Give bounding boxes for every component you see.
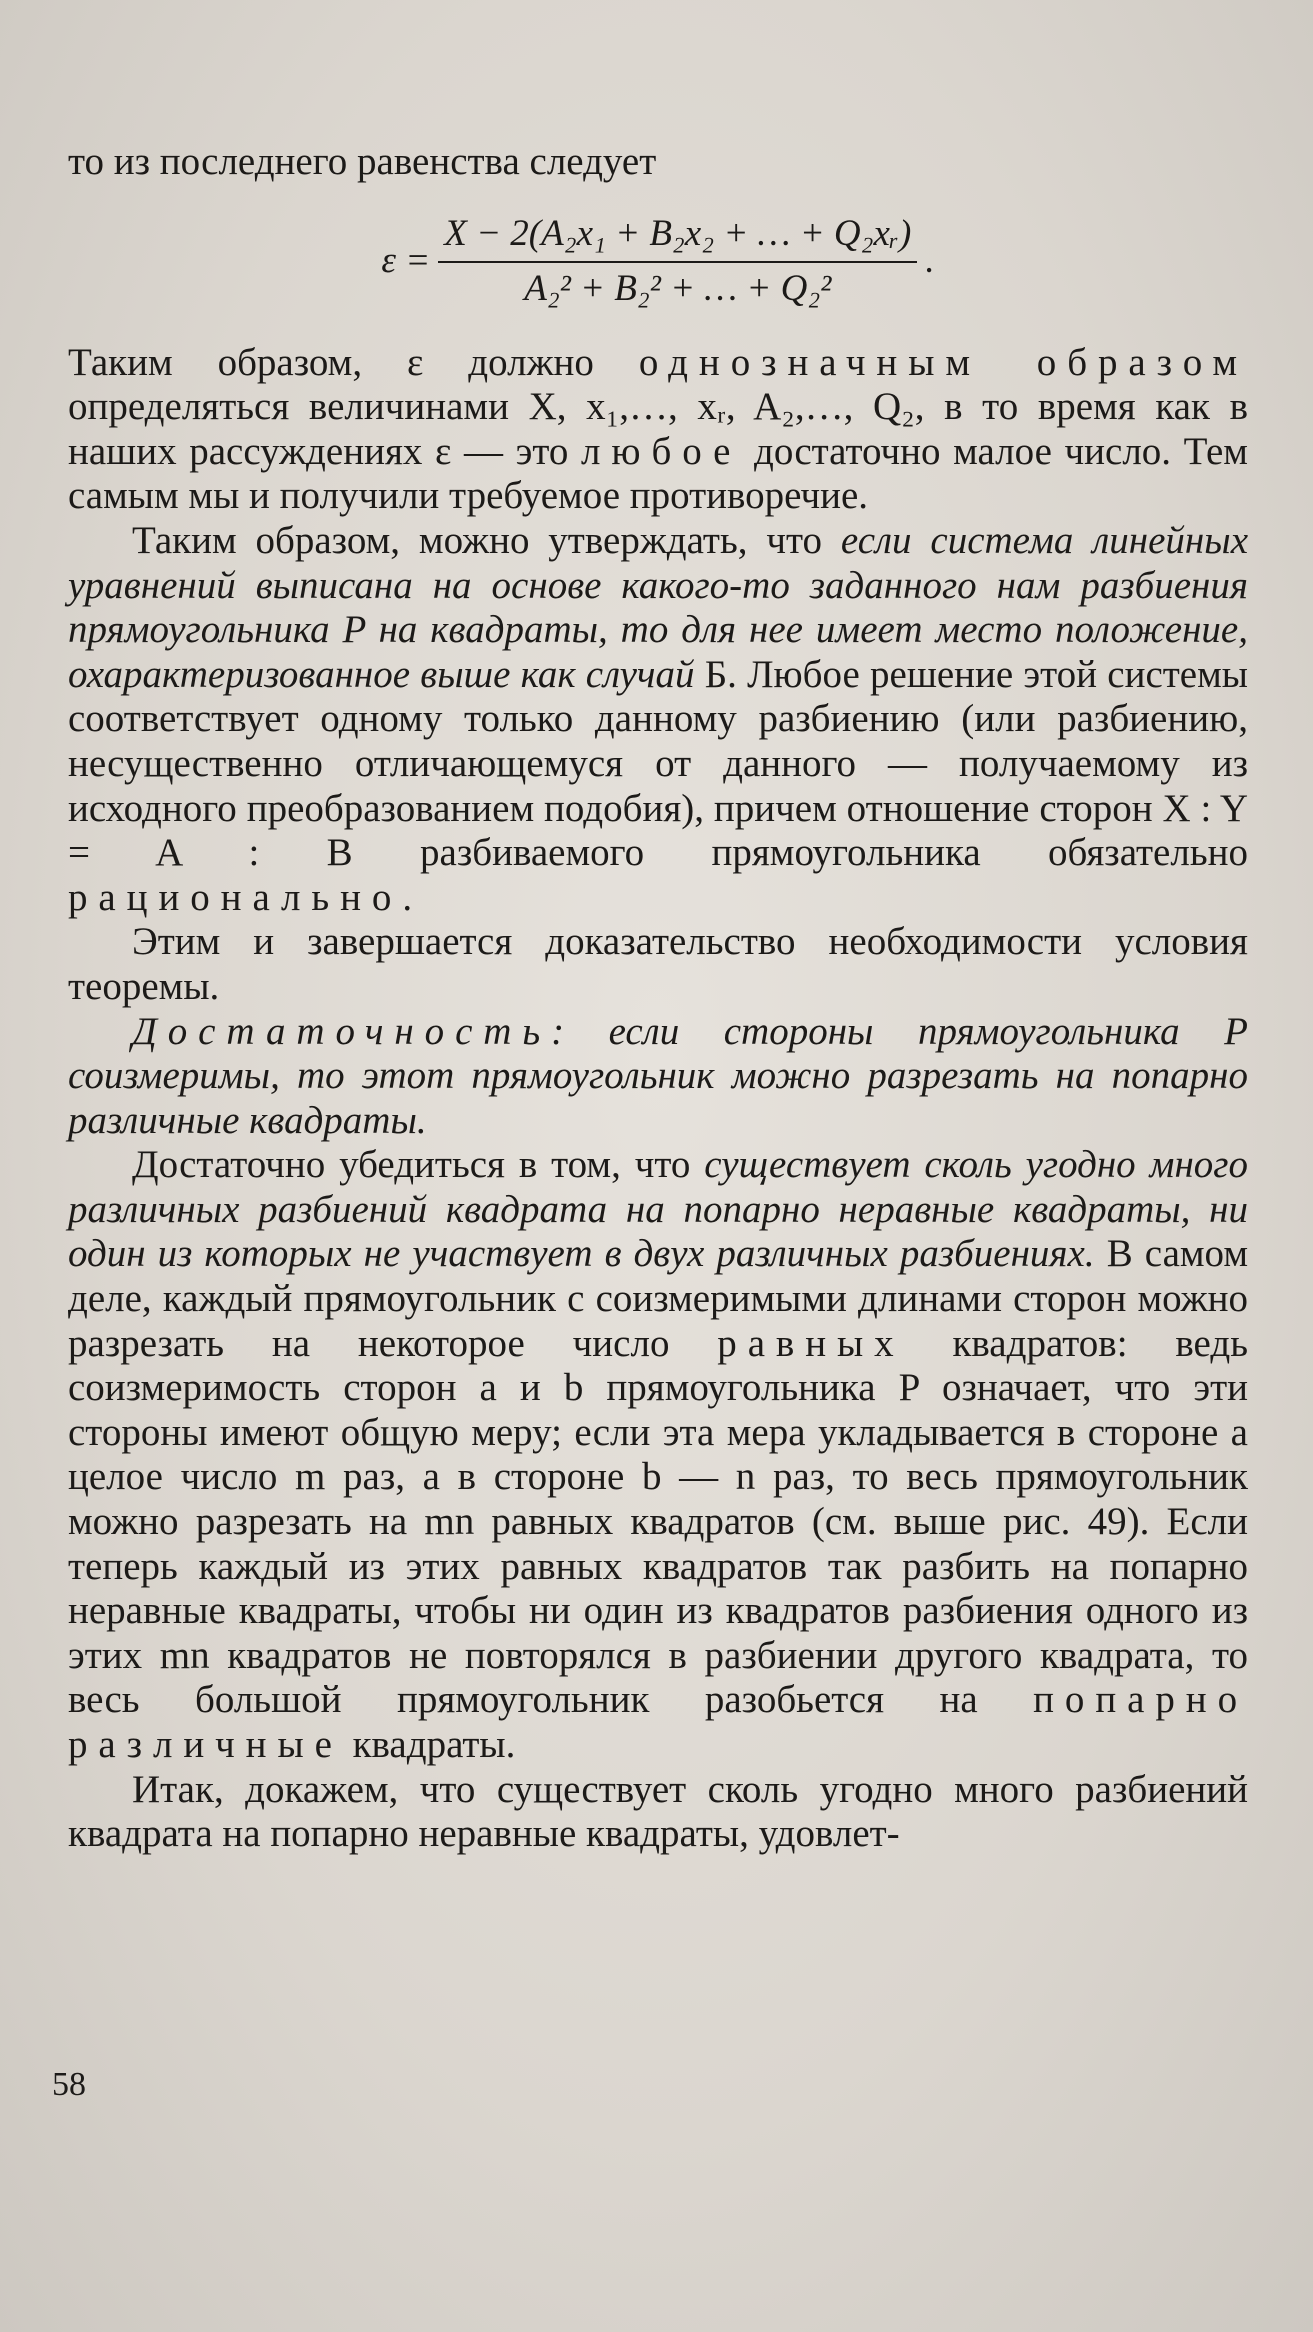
p5-spaced-ravnyh: равных (717, 1321, 905, 1365)
page-number: 58 (52, 2066, 86, 2103)
paragraph-5 (68, 1143, 1248, 1767)
p2-spaced-ratsionalno: рационально (68, 875, 403, 919)
p5-italic-claim: существует сколь угодно много различных разбиений квадрата на попарно неравные квадраты, ни один из которых не участвует в двух различных разбиениях. (68, 1143, 1249, 1276)
p5-text-g: квадраты. (342, 1723, 516, 1766)
p4-spaced-dostatochnost: Достаточность (132, 1009, 552, 1053)
paragraph-4 (68, 1010, 1248, 1144)
p1-text-e: достаточно малое число. Тем самым мы и получили требуемое противоречие. (68, 429, 1248, 518)
page-text (68, 140, 1248, 1857)
intro-line: то из последнего равенства следует (68, 140, 657, 183)
p2-text-e: . (402, 875, 413, 919)
formula-numerator: X − 2(A₂x₁ + B₂x₂ + … + Q₂xᵣ) (438, 212, 917, 263)
p1-text-c: определяться величинами X, x₁,…, xᵣ, A₂,…, Q₂, в то время как в наших рассуждениях ε — это (68, 385, 1248, 473)
formula-lhs: ε = (381, 240, 431, 282)
paragraph-6: Итак, докажем, что существует сколь угодно много разбиений квадрата на попарно неравные квадраты, удовлет- (68, 1767, 1248, 1856)
p1-spaced-lyuboe: любое (581, 429, 742, 473)
p5-spaced-poparno: попарно различные (68, 1678, 1248, 1766)
p2-text-c: Б. Любое решение этой системы соответствует одному только данному разбиению (или разбиению, несущественно отличающемуся от данного — получаемому из исходного преобразованием подобия), причем отношение сторон X : Y = A : B разбиваемого прямоугольника обязательно (68, 652, 1248, 875)
paragraph-3: Этим и завершается доказательство необходимости условия теоремы. (68, 920, 1248, 1008)
paragraph-1 (68, 341, 1248, 519)
p5-text-a: Достаточно убедиться в том, что (132, 1143, 705, 1187)
p1-text-a: Таким образом, ε должно (68, 340, 639, 384)
p2-italic-statement: если система линейных уравнений выписана на основе какого-то заданного нам разбиения прямоугольника P на квадраты, то для нее имеет место положение, охарактеризованное выше как случай (68, 518, 1249, 696)
p5-text-c: В самом деле, каждый прямоугольник с соизмеримыми длинами сторон можно разрезать на некоторое число (68, 1232, 1248, 1365)
epsilon-formula (68, 207, 1248, 317)
formula-period: . (925, 240, 935, 282)
paragraph-2 (68, 519, 1248, 920)
formula-denominator: A₂² + B₂² + … + Q₂² (524, 267, 832, 309)
p5-text-e: квадратов: ведь соизмеримость сторон a и b прямоугольника P означает, что эти стороны имеют общую меру; если эта мера укладывается в стороне a целое число m раз, а в стороне b — n раз, то весь прямоугольник можно разрезать на mn равных квадратов (см. выше рис. 49). Если теперь каждый из этих равных квадратов так разбить на попарно неравные квадраты, чтобы ни один из квадратов разбиения одного из этих mn квадратов не повторялся в разбиении другого квадрата, то весь большой прямоугольник разобьется на (68, 1321, 1248, 1722)
p4-italic-statement: : если стороны прямоугольника P соизмеримы, то этот прямоугольник можно разрезать на попарно различные квадраты. (68, 1009, 1248, 1142)
p1-spaced-odnoznachnym: однозначным образом (638, 340, 1248, 384)
p2-text-a: Таким образом, можно утверждать, что (132, 518, 841, 562)
formula-fraction (438, 212, 917, 311)
